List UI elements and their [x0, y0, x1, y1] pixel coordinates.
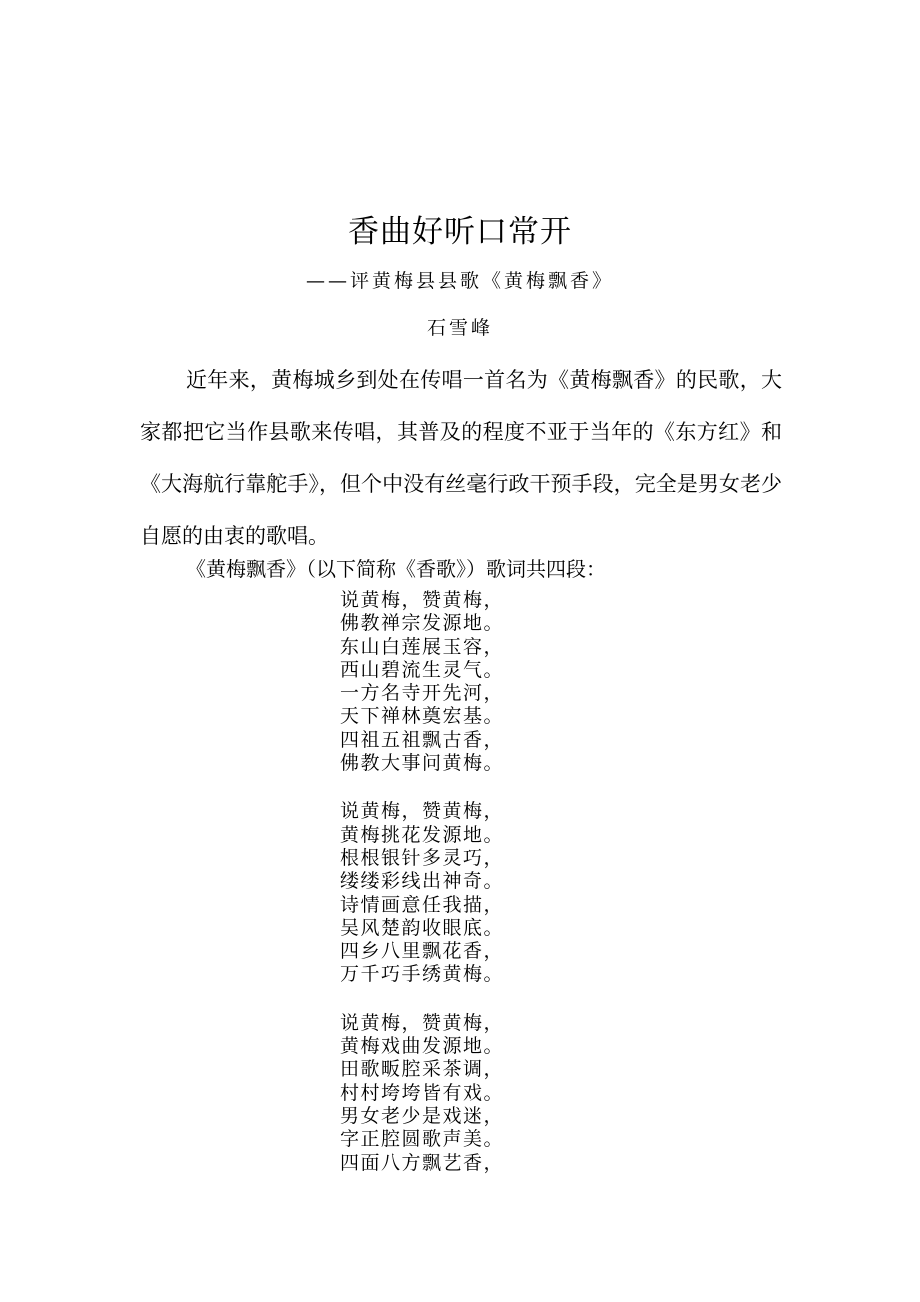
lyric-line: 说黄梅，赞黄梅，: [340, 589, 505, 611]
lyric-line: 缕缕彩线出神奇。: [340, 870, 505, 893]
lyric-line: 四乡八里飘花香，: [340, 940, 505, 963]
lyric-line: 田歌畈腔采茶调，: [340, 1058, 505, 1081]
lyrics-stanza-2: [340, 800, 640, 986]
lyrics-stanza-1: [340, 589, 640, 775]
lyric-line: 四面八方飘艺香，: [340, 1151, 505, 1174]
author-name: 石雪峰: [426, 317, 493, 339]
document-subtitle: ——评黄梅县县歌《黄梅飘香》: [305, 270, 614, 292]
lyric-line: 字正腔圆歌声美。: [340, 1128, 505, 1151]
lyric-line: 吴风楚韵收眼底。: [340, 916, 505, 939]
lyric-line: 说黄梅，赞黄梅，: [340, 800, 505, 823]
lyric-line: 村村垮垮皆有戏。: [340, 1081, 505, 1104]
lyric-line: 诗情画意任我描，: [340, 893, 505, 916]
lyric-line: 佛教大事问黄梅。: [340, 752, 505, 775]
intro-paragraph: 近年来，黄梅城乡到处在传唱一首名为《黄梅飘香》的民歌，大家都把它当作县歌来传唱，其普及的程度不亚于当年的《东方红》和《大海航行靠舵手》，但个中没有丝毫行政干预手段，完全是男女老少自愿的由衷的歌唱。: [140, 368, 782, 548]
lyric-line: 西山碧流生灵气。: [340, 658, 505, 681]
lyric-line: 四祖五祖飘古香，: [340, 728, 505, 751]
lyric-line: 天下禅林奠宏基。: [340, 705, 505, 728]
lyrics-block: [340, 589, 640, 1200]
lyrics-stanza-3: [340, 1012, 640, 1175]
lyric-line: 根根银针多灵巧，: [340, 846, 505, 869]
lyric-line: 一方名寺开先河，: [340, 682, 505, 705]
lyrics-intro: 《黄梅飘香》（以下简称《香歌》）歌词共四段：: [186, 557, 606, 581]
lyric-line: 男女老少是戏迷，: [340, 1104, 505, 1127]
lyric-line: 黄梅挑花发源地。: [340, 823, 505, 846]
lyric-line: 佛教禅宗发源地。: [340, 612, 505, 635]
lyric-line: 万千巧手绣黄梅。: [340, 963, 505, 986]
lyric-line: 说黄梅，赞黄梅，: [340, 1011, 505, 1034]
document-title: 香曲好听口常开: [348, 214, 572, 250]
lyric-line: 东山白莲展玉容，: [340, 635, 505, 658]
lyric-line: 黄梅戏曲发源地。: [340, 1035, 505, 1058]
